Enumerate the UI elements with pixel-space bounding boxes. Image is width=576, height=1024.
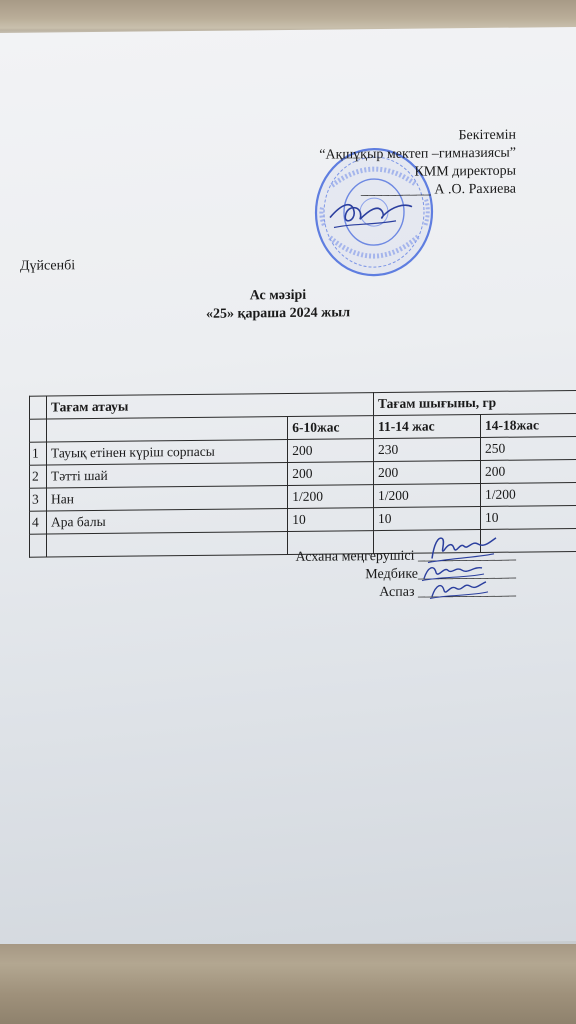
portion-value: 1/200: [374, 483, 481, 507]
floor-surface: [0, 944, 576, 1024]
dish-name: Тәтті шай: [47, 463, 288, 489]
director-title: КММ директоры: [414, 163, 516, 180]
dish-name: Нан: [47, 486, 288, 512]
menu-date: «25» қараша 2024 жыл: [205, 305, 351, 322]
portion-value: 200: [374, 460, 481, 484]
row-number: 1: [30, 442, 47, 465]
portion-value: 200: [481, 459, 576, 483]
menu-title: Ас мәзірі: [249, 287, 307, 304]
portion-value: 200: [288, 462, 374, 486]
director-name: __________ А .О. Рахиева: [360, 181, 516, 199]
table-cell: [47, 532, 288, 558]
cook-signature-line: Аспаз ______________: [379, 583, 516, 601]
approval-label: Бекітемін: [458, 127, 516, 144]
portion-value: 1/200: [288, 485, 374, 509]
age-group-2: 11-14 жас: [374, 414, 481, 438]
header-portion: Тағам шығыны, гр: [374, 390, 576, 415]
age-group-3: 14-18жас: [481, 413, 576, 437]
table-cell: [30, 534, 47, 557]
portion-value: 10: [374, 506, 481, 530]
age-group-1: 6-10жас: [288, 416, 374, 440]
table-cell: [30, 396, 47, 419]
row-number: 4: [30, 511, 47, 534]
document-page: [0, 27, 576, 947]
table-cell: [47, 417, 288, 443]
portion-value: 1/200: [481, 482, 576, 506]
dish-name: Тауық етінен күріш сорпасы: [47, 440, 288, 466]
head-cook-signature-line: Асхана меңгерушісі ______________: [295, 547, 516, 565]
table-cell: [30, 419, 47, 442]
header-dish-name: Тағам атауы: [47, 393, 374, 419]
dish-name: Ара балы: [47, 509, 288, 535]
school-name: “Ақшұқыр мектеп –гимназиясы”: [319, 145, 516, 163]
cook-signature-icon: [424, 574, 494, 603]
row-number: 2: [30, 465, 47, 488]
portion-value: 230: [374, 437, 481, 461]
nurse-signature-line: Медбике______________: [365, 565, 516, 583]
portion-value: 250: [481, 436, 576, 460]
weekday: Дүйсенбі: [20, 258, 76, 274]
portion-value: 10: [481, 505, 576, 529]
row-number: 3: [30, 488, 47, 511]
portion-value: 10: [288, 508, 374, 532]
portion-value: 200: [288, 439, 374, 463]
